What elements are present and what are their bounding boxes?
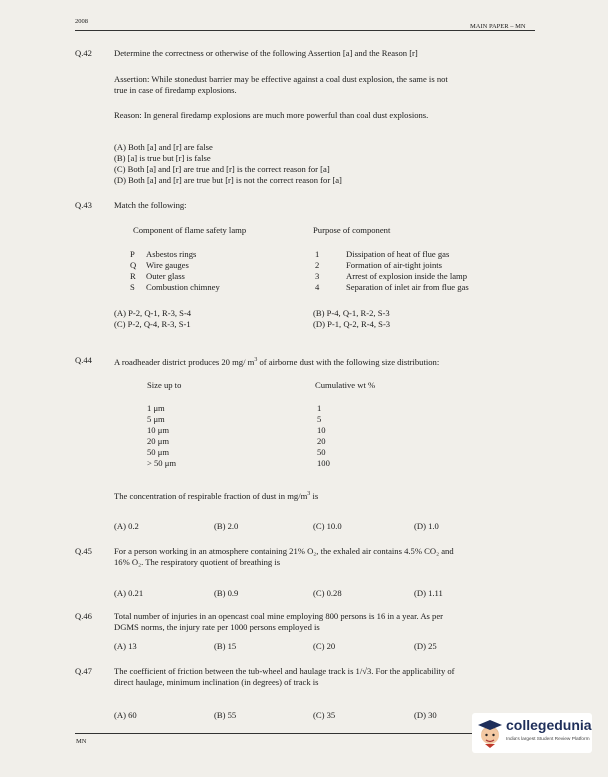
q42-assertion-line1: Assertion: While stonedust barrier may be effective against a coal dust explosion, the same is not bbox=[114, 74, 448, 84]
q44-option-c: (C) 10.0 bbox=[313, 521, 342, 531]
q45-option-a: (A) 0.21 bbox=[114, 588, 144, 598]
q44-size-3: 10 μm bbox=[147, 425, 170, 435]
q44-question-pre: The concentration of respirable fraction of dust in mg/m bbox=[114, 490, 308, 501]
q44-option-d: (D) 1.0 bbox=[414, 521, 439, 531]
q46-option-a: (A) 13 bbox=[114, 641, 137, 651]
q44-column2-heading: Cumulative wt % bbox=[315, 380, 376, 390]
collegedunia-logo bbox=[472, 713, 592, 753]
q47-line2: direct haulage, minimum inclination (in degrees) of track is bbox=[114, 677, 319, 687]
footer-code: MN bbox=[76, 738, 87, 745]
q46-number: Q.46 bbox=[75, 611, 92, 621]
q45-option-d: (D) 1.11 bbox=[414, 588, 443, 598]
q42-reason: Reason: In general firedamp explosions are much more powerful than coal dust explosions. bbox=[114, 110, 429, 120]
q44-size-4: 20 μm bbox=[147, 436, 170, 446]
q44-size-6: > 50 μm bbox=[147, 458, 177, 468]
q44-cum-1: 1 bbox=[317, 403, 322, 413]
q47-option-c: (C) 35 bbox=[313, 710, 336, 720]
q43-column1-heading: Component of flame safety lamp bbox=[133, 225, 247, 235]
q47-option-d: (D) 30 bbox=[414, 710, 437, 720]
header-paper: MAIN PAPER – MN bbox=[470, 23, 526, 30]
q43-left-key-r: R bbox=[130, 271, 136, 281]
student-mascot-icon bbox=[476, 717, 504, 749]
q44-question bbox=[114, 489, 318, 502]
q43-left-item-r: Outer glass bbox=[146, 271, 185, 281]
q42-assertion-line2: true in case of firedamp explosions. bbox=[114, 85, 237, 95]
q44-question-post: is bbox=[310, 490, 319, 501]
q43-left-key-p: P bbox=[130, 249, 135, 259]
brand-name: collegedunia bbox=[506, 717, 592, 733]
q43-left-item-q: Wire gauges bbox=[146, 260, 189, 270]
q43-right-item-1: Dissipation of heat of flue gas bbox=[346, 249, 450, 259]
q43-right-item-2: Formation of air-tight joints bbox=[346, 260, 443, 270]
q43-column2-heading: Purpose of component bbox=[313, 225, 391, 235]
q43-right-key-4: 4 bbox=[315, 282, 320, 292]
q42-stem: Determine the correctness or otherwise of the following Assertion [a] and the Reason [r] bbox=[114, 48, 418, 58]
q43-option-c: (C) P-2, Q-4, R-3, S-1 bbox=[114, 319, 191, 329]
q46-line2: DGMS norms, the injury rate per 1000 persons employed is bbox=[114, 622, 320, 632]
q44-stem-pre: A roadheader district produces 20 mg/ m bbox=[114, 356, 255, 367]
q42-option-b: (B) [a] is true but [r] is false bbox=[114, 153, 211, 163]
q47-option-a: (A) 60 bbox=[114, 710, 137, 720]
q44-stem-post: of airborne dust with the following size distribution: bbox=[257, 356, 440, 367]
q43-left-key-s: S bbox=[130, 282, 135, 292]
q44-cum-2: 5 bbox=[317, 414, 322, 424]
q43-left-item-s: Combustion chimney bbox=[146, 282, 220, 292]
q43-right-item-4: Separation of inlet air from flue gas bbox=[346, 282, 469, 292]
q44-stem bbox=[114, 355, 439, 368]
q45-option-c: (C) 0.28 bbox=[313, 588, 342, 598]
q43-option-d: (D) P-1, Q-2, R-4, S-3 bbox=[313, 319, 391, 329]
q43-left-item-p: Asbestos rings bbox=[146, 249, 197, 259]
q46-option-d: (D) 25 bbox=[414, 641, 437, 651]
q44-size-1: 1 μm bbox=[147, 403, 165, 413]
q45-number: Q.45 bbox=[75, 546, 92, 556]
q45-option-b: (B) 0.9 bbox=[214, 588, 239, 598]
footer-rule bbox=[75, 733, 535, 734]
q45-line1: For a person working in an atmosphere containing 21% O₂, the exhaled air contains 4.5% CO₂ and bbox=[114, 546, 454, 556]
q46-option-c: (C) 20 bbox=[313, 641, 336, 651]
q42-number: Q.42 bbox=[75, 48, 92, 58]
q45-line2: 16% O₂. The respiratory quotient of breathing is bbox=[114, 557, 281, 567]
q44-option-a: (A) 0.2 bbox=[114, 521, 139, 531]
q44-cum-4: 20 bbox=[317, 436, 326, 446]
q43-option-a: (A) P-2, Q-1, R-3, S-4 bbox=[114, 308, 192, 318]
q46-option-b: (B) 15 bbox=[214, 641, 237, 651]
q42-option-d: (D) Both [a] and [r] are true but [r] is not the correct reason for [a] bbox=[114, 175, 342, 185]
q43-left-key-q: Q bbox=[130, 260, 137, 270]
q43-right-item-3: Arrest of explosion inside the lamp bbox=[346, 271, 468, 281]
q46-line1: Total number of injuries in an opencast coal mine employing 800 persons is 16 in a year. As per bbox=[114, 611, 443, 621]
header-rule bbox=[75, 30, 535, 31]
q44-stem-sup: 3 bbox=[254, 357, 258, 363]
q44-cum-3: 10 bbox=[317, 425, 326, 435]
brand-tagline: India's largest Student Review Platform bbox=[506, 737, 590, 742]
q44-question-sup: 3 bbox=[307, 491, 311, 497]
q42-option-c: (C) Both [a] and [r] are true and [r] is the correct reason for [a] bbox=[114, 164, 330, 174]
q44-number: Q.44 bbox=[75, 355, 92, 365]
q44-cum-5: 50 bbox=[317, 447, 326, 457]
q47-line1: The coefficient of friction between the tub-wheel and haulage track is 1/√3. For the applicability of bbox=[114, 666, 455, 676]
q44-size-5: 50 μm bbox=[147, 447, 170, 457]
q43-right-key-2: 2 bbox=[315, 260, 320, 270]
q47-number: Q.47 bbox=[75, 666, 92, 676]
q47-option-b: (B) 55 bbox=[214, 710, 237, 720]
q44-column1-heading: Size up to bbox=[147, 380, 182, 390]
q44-option-b: (B) 2.0 bbox=[214, 521, 239, 531]
q43-number: Q.43 bbox=[75, 200, 92, 210]
q43-right-key-3: 3 bbox=[315, 271, 320, 281]
q42-option-a: (A) Both [a] and [r] are false bbox=[114, 142, 213, 152]
header-year: 2008 bbox=[75, 18, 88, 25]
q44-size-2: 5 μm bbox=[147, 414, 165, 424]
q44-cum-6: 100 bbox=[317, 458, 330, 468]
q43-option-b: (B) P-4, Q-1, R-2, S-3 bbox=[313, 308, 390, 318]
q43-right-key-1: 1 bbox=[315, 249, 320, 259]
q43-stem: Match the following: bbox=[114, 200, 187, 210]
